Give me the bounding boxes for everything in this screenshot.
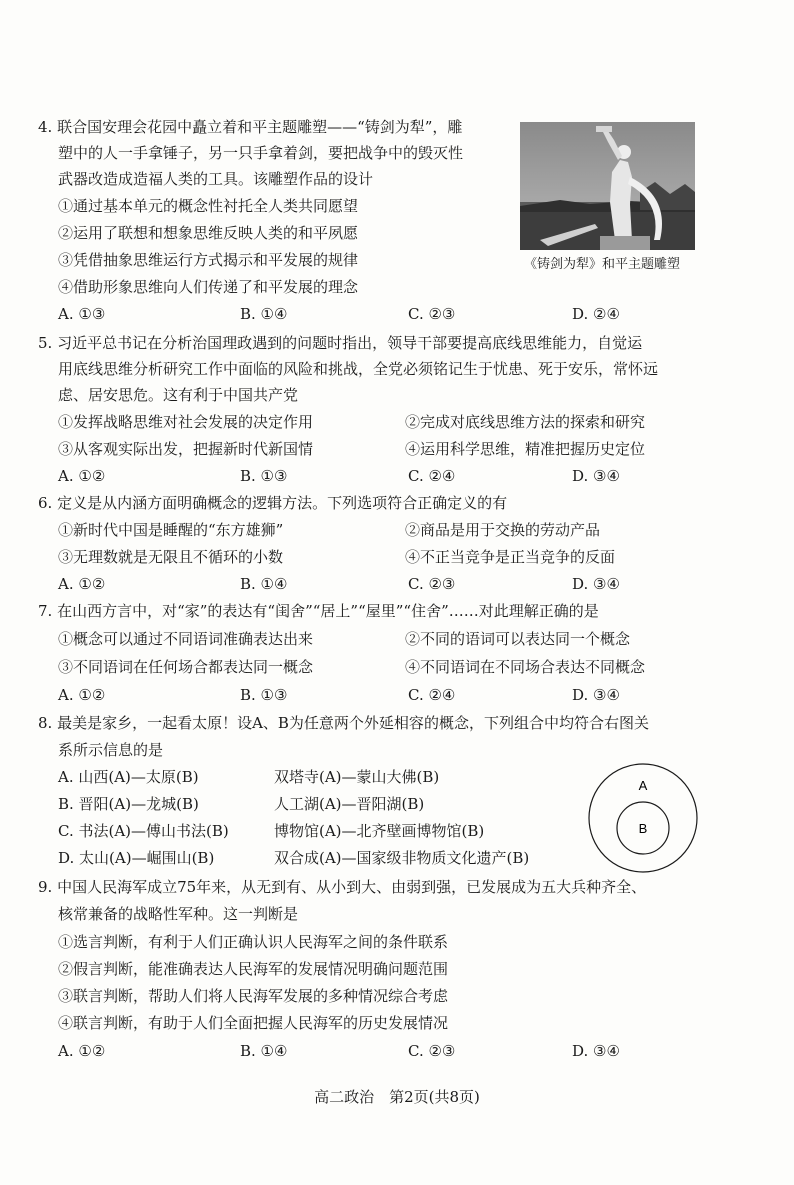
- q4-item-3: ③凭借抽象思维运行方式揭示和平发展的规律: [58, 251, 359, 269]
- q5-item-2: ②完成对底线思维方法的探索和研究: [405, 413, 646, 431]
- q5-option-c: C. ②④: [408, 467, 456, 485]
- q9-option-d: D. ③④: [572, 1042, 620, 1060]
- q5-stem-3: 虑、居安思危。这有利于中国共产党: [58, 386, 299, 404]
- q9-stem-1: 9. 中国人民海军成立75年来，从无到有、从小到大、由弱到强，已发展成为五大兵种齐全、: [38, 878, 647, 896]
- q9-option-b: B. ①④: [240, 1042, 288, 1060]
- q7-item-3: ③不同语词在任何场合都表达同一概念: [58, 658, 314, 676]
- venn-diagram: [585, 762, 701, 878]
- q8-stem-1: 8. 最美是家乡，一起看太原！设A、B为任意两个外延相容的概念，下列组合中均符合右图关: [38, 714, 649, 732]
- q5-item-1: ①发挥战略思维对社会发展的决定作用: [58, 413, 314, 431]
- q4-item-4: ④借助形象思维向人们传递了和平发展的理念: [58, 278, 359, 296]
- q5-option-a: A. ①②: [58, 467, 106, 485]
- q7-option-c: C. ②④: [408, 686, 456, 704]
- q8-row-a-right: 双塔寺(A)—蒙山大佛(B): [274, 768, 440, 786]
- sculpture-photo: [520, 122, 695, 250]
- q8-stem-2: 系所示信息的是: [58, 741, 164, 759]
- page-footer: 高二政治 第2页(共8页): [314, 1088, 480, 1106]
- q6-stem-1: 6. 定义是从内涵方面明确概念的逻辑方法。下列选项符合正确定义的有: [38, 494, 508, 512]
- q9-item-1: ①选言判断，有利于人们正确认识人民海军之间的条件联系: [58, 933, 449, 951]
- q7-item-4: ④不同语词在不同场合表达不同概念: [405, 658, 646, 676]
- q7-option-b: B. ①③: [240, 686, 288, 704]
- q9-item-4: ④联言判断，有助于人们全面把握人民海军的历史发展情况: [58, 1014, 449, 1032]
- q6-option-b: B. ①④: [240, 575, 288, 593]
- q4-option-a: A. ①③: [58, 305, 106, 323]
- q8-row-d-left: D. 太山(A)—崛围山(B): [58, 849, 215, 867]
- q6-item-2: ②商品是用于交换的劳动产品: [405, 521, 601, 539]
- q7-item-1: ①概念可以通过不同语词准确表达出来: [58, 630, 314, 648]
- q8-row-b-right: 人工湖(A)—晋阳湖(B): [274, 795, 425, 813]
- photo-caption: 《铸剑为犁》和平主题雕塑: [524, 257, 681, 272]
- q6-item-3: ③无理数就是无限且不循环的小数: [58, 548, 284, 566]
- q6-item-4: ④不正当竞争是正当竞争的反面: [405, 548, 616, 566]
- q9-option-c: C. ②③: [408, 1042, 456, 1060]
- q9-item-3: ③联言判断，帮助人们将人民海军发展的多种情况综合考虑: [58, 987, 449, 1005]
- q8-row-d-right: 双合成(A)—国家级非物质文化遗产(B): [274, 849, 530, 867]
- q8-row-c-right: 博物馆(A)—北齐壁画博物馆(B): [274, 822, 485, 840]
- q8-row-b-left: B. 晋阳(A)—龙城(B): [58, 795, 199, 813]
- q6-item-1: ①新时代中国是睡醒的“东方雄狮”: [58, 521, 284, 539]
- q7-stem-1: 7. 在山西方言中，对“家”的表达有“闺舍”“居上”“屋里”“住舍”……对此理解正确的是: [38, 602, 599, 620]
- q4-stem-3: 武器改造成造福人类的工具。该雕塑作品的设计: [58, 170, 374, 188]
- q9-option-a: A. ①②: [58, 1042, 106, 1060]
- q9-stem-2: 核常兼备的战略性军种。这一判断是: [58, 905, 299, 923]
- q5-item-3: ③从客观实际出发，把握新时代新国情: [58, 440, 314, 458]
- q6-option-d: D. ③④: [572, 575, 620, 593]
- q7-option-a: A. ①②: [58, 686, 106, 704]
- venn-label-b: B: [638, 821, 648, 836]
- q4-stem-1: 4. 联合国安理会花园中矗立着和平主题雕塑——“铸剑为犁”，雕: [38, 118, 463, 136]
- q4-option-d: D. ②④: [572, 305, 620, 323]
- q9-item-2: ②假言判断，能准确表达人民海军的发展情况明确问题范围: [58, 960, 449, 978]
- q4-stem-2: 塑中的人一手拿锤子，另一只手拿着剑，要把战争中的毁灭性: [58, 144, 464, 162]
- q4-option-c: C. ②③: [408, 305, 456, 323]
- q6-option-a: A. ①②: [58, 575, 106, 593]
- q7-option-d: D. ③④: [572, 686, 620, 704]
- q5-option-d: D. ③④: [572, 467, 620, 485]
- venn-label-a: A: [638, 778, 648, 793]
- q8-row-a-left: A. 山西(A)—太原(B): [58, 768, 199, 786]
- q5-stem-1: 5. 习近平总书记在分析治国理政遇到的问题时指出，领导干部要提高底线思维能力，自觉运: [38, 334, 643, 352]
- q4-item-1: ①通过基本单元的概念性衬托全人类共同愿望: [58, 197, 359, 215]
- q7-item-2: ②不同的语词可以表达同一个概念: [405, 630, 631, 648]
- q6-option-c: C. ②③: [408, 575, 456, 593]
- q4-option-b: B. ①④: [240, 305, 288, 323]
- q5-item-4: ④运用科学思维，精准把握历史定位: [405, 440, 646, 458]
- q5-stem-2: 用底线思维分析研究工作中面临的风险和挑战，全党必须铭记生于忧患、死于安乐，常怀远: [58, 360, 659, 378]
- q5-option-b: B. ①③: [240, 467, 288, 485]
- q8-row-c-left: C. 书法(A)—傅山书法(B): [58, 822, 229, 840]
- q4-item-2: ②运用了联想和想象思维反映人类的和平夙愿: [58, 224, 359, 242]
